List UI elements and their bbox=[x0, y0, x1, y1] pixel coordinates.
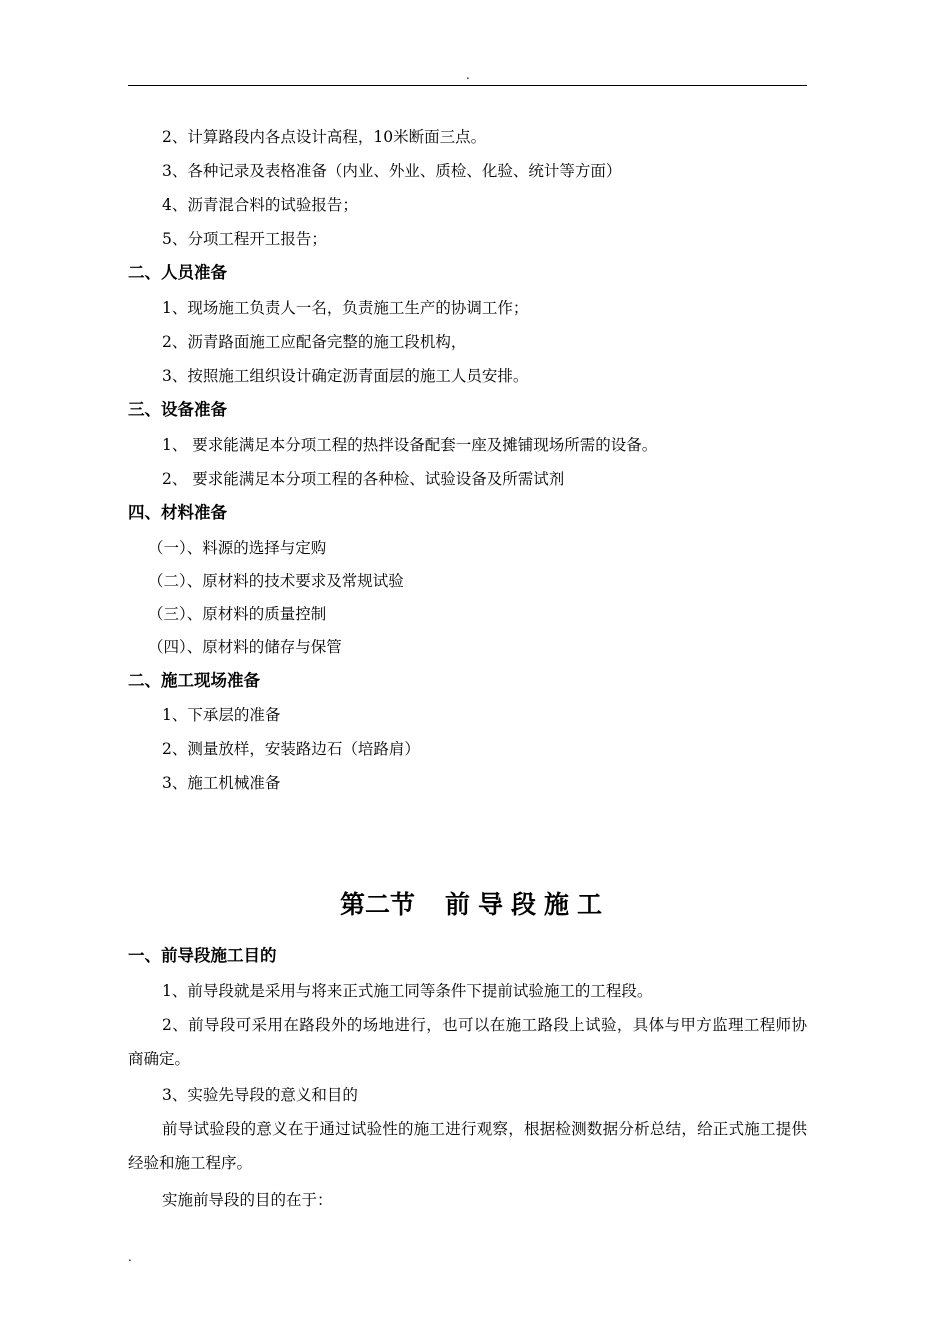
section-heading-personnel: 二、人员准备 bbox=[128, 263, 227, 282]
paragraph: 前导试验段的意义在于通过试验性的施工进行观察，根据检测数据分析总结，给正式施工提供经验和施工程序。 bbox=[128, 1120, 807, 1172]
list-item: 4、沥青混合料的试验报告； bbox=[162, 196, 358, 214]
section-heading-equipment: 三、设备准备 bbox=[128, 400, 227, 419]
list-item: （一）、料源的选择与定购 bbox=[148, 539, 327, 557]
header-rule bbox=[128, 85, 807, 86]
list-item: 5、分项工程开工报告； bbox=[162, 230, 327, 248]
section-name: 前导段施工 bbox=[445, 890, 611, 919]
list-item: 3、各种记录及表格准备（内业、外业、质检、化验、统计等方面） bbox=[162, 162, 622, 180]
list-item: 2、计算路段内各点设计高程，10米断面三点。 bbox=[162, 128, 487, 146]
list-item: 2、测量放样，安装路边石（培路肩） bbox=[162, 740, 420, 758]
section-heading-purpose: 一、前导段施工目的 bbox=[128, 946, 277, 965]
section-heading-materials: 四、材料准备 bbox=[128, 503, 227, 522]
list-item: （二）、原材料的技术要求及常规试验 bbox=[148, 572, 404, 590]
list-item: 3、施工机械准备 bbox=[162, 774, 281, 792]
header-mark: . bbox=[466, 68, 470, 82]
list-item: 2、 要求能满足本分项工程的各种检、试验设备及所需试剂 bbox=[162, 470, 565, 488]
list-item: 1、现场施工负责人一名，负责施工生产的协调工作； bbox=[162, 299, 529, 317]
list-item: 3、按照施工组织设计确定沥青面层的施工人员安排。 bbox=[162, 367, 529, 385]
list-item: （四）、原材料的储存与保管 bbox=[148, 638, 342, 656]
list-item: 3、实验先导段的意义和目的 bbox=[162, 1086, 358, 1104]
section-heading-site: 二、施工现场准备 bbox=[128, 671, 260, 690]
list-item: 2、沥青路面施工应配备完整的施工段机构， bbox=[162, 333, 467, 351]
paragraph: 实施前导段的目的在于： bbox=[162, 1191, 333, 1209]
list-item: 1、前导段就是采用与将来正式施工同等条件下提前试验施工的工程段。 bbox=[162, 982, 653, 1000]
list-item: （三）、原材料的质量控制 bbox=[148, 605, 327, 623]
section-number: 第二节 bbox=[339, 890, 415, 919]
footer-mark: . bbox=[128, 1250, 132, 1264]
section-title bbox=[0, 888, 950, 922]
list-item: 1、下承层的准备 bbox=[162, 706, 281, 724]
list-item: 1、 要求能满足本分项工程的热拌设备配套一座及摊铺现场所需的设备。 bbox=[162, 436, 658, 454]
paragraph: 2、前导段可采用在路段外的场地进行，也可以在施工路段上试验，具体与甲方监理工程师协商确定。 bbox=[128, 1016, 807, 1068]
